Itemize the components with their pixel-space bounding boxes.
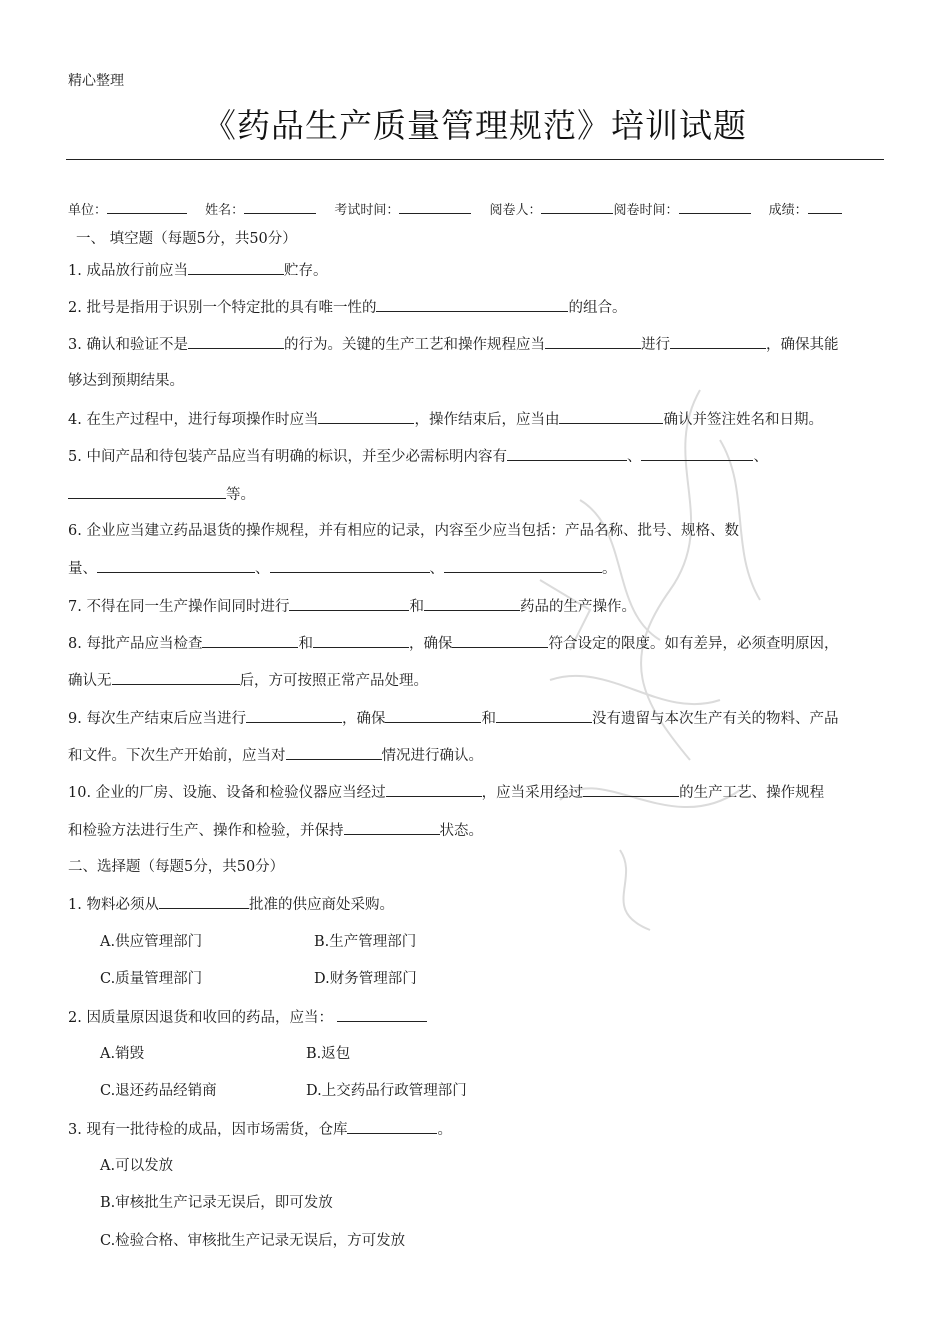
section1-heading: 一、 填空题（每题5分，共50分） <box>76 231 297 247</box>
q8-fill: 8. 每批产品应当检查 和 ，确保 符合设定的限度。如有差异，必须查明原因， <box>68 633 838 654</box>
answer-blank[interactable] <box>386 782 482 797</box>
q5-fill-cont: 等。 <box>68 484 255 505</box>
answer-blank[interactable] <box>583 782 679 797</box>
answer-blank[interactable] <box>376 297 568 312</box>
option-a[interactable]: A.供应管理部门 <box>100 934 203 950</box>
q10-fill-cont: 和检验方法进行生产、操作和检验，并保持 状态。 <box>68 820 483 841</box>
exam-time-blank[interactable] <box>399 199 471 214</box>
q7-fill: 7. 不得在同一生产操作间同时进行 和 药品的生产操作。 <box>68 596 636 617</box>
answer-blank[interactable] <box>286 745 382 760</box>
answer-blank[interactable] <box>289 596 409 611</box>
name-label: 姓名： <box>205 203 245 218</box>
mc-q2-stem: 2. 因质量原因退货和收回的药品，应当： <box>68 1007 427 1028</box>
answer-blank[interactable] <box>337 1007 427 1022</box>
q6-fill-cont: 量、 、 、 。 <box>68 558 617 579</box>
answer-blank[interactable] <box>641 446 753 461</box>
q9-fill: 9. 每次生产结束后应当进行 ，确保 和 没有遗留与本次生产有关的物料、产品 <box>68 708 838 729</box>
mc-q2-row1 <box>100 1044 351 1064</box>
mc-q1-row1 <box>100 932 417 952</box>
answer-blank[interactable] <box>97 558 255 573</box>
answer-blank[interactable] <box>444 558 602 573</box>
answer-blank[interactable] <box>347 1119 437 1134</box>
title-divider <box>66 159 884 160</box>
answer-blank[interactable] <box>318 409 414 424</box>
answer-blank[interactable] <box>270 558 430 573</box>
answer-blank[interactable] <box>545 334 641 349</box>
answer-blank[interactable] <box>159 894 249 909</box>
answer-blank[interactable] <box>313 633 409 648</box>
q3-fill-cont: 够达到预期结果。 <box>68 373 184 389</box>
answer-blank[interactable] <box>559 409 663 424</box>
q10-fill: 10. 企业的厂房、设施、设备和检验仪器应当经过 ，应当采用经过 的生产工艺、操作规程 <box>68 782 824 803</box>
answer-blank[interactable] <box>496 708 592 723</box>
grader-blank[interactable] <box>541 199 613 214</box>
page-title: 《药品生产质量管理规范》培训试题 <box>203 106 747 145</box>
mc-q1-stem: 1. 物料必须从 批准的供应商处采购。 <box>68 894 394 915</box>
answer-blank[interactable] <box>188 260 284 275</box>
answer-blank[interactable] <box>424 596 520 611</box>
score-blank[interactable] <box>808 199 842 214</box>
q1-fill: 1. 成品放行前应当 贮存。 <box>68 260 327 281</box>
name-blank[interactable] <box>244 199 316 214</box>
option-c[interactable]: C.质量管理部门 <box>100 971 203 987</box>
q3-fill: 3. 确认和验证不是 的行为。关键的生产工艺和操作规程应当 进行 ，确保其能 <box>68 334 838 355</box>
option-a[interactable]: A.销毁 <box>100 1046 145 1062</box>
grade-time-blank[interactable] <box>679 199 751 214</box>
mc-q1-row2 <box>100 969 417 989</box>
q4-fill: 4. 在生产过程中，进行每项操作时应当 ，操作结束后，应当由 确认并签注姓名和日期。 <box>68 409 823 430</box>
q2-fill: 2. 批号是指用于识别一个特定批的具有唯一性的 的组合。 <box>68 297 626 318</box>
option-d[interactable]: D.上交药品行政管理部门 <box>306 1083 467 1099</box>
mc-q2-row2 <box>100 1081 467 1101</box>
q8-fill-cont: 确认无 后，方可按照正常产品处理。 <box>68 670 428 691</box>
unit-blank[interactable] <box>107 199 187 214</box>
answer-blank[interactable] <box>670 334 766 349</box>
option-b[interactable]: B.审核批生产记录无误后，即可发放 <box>100 1195 333 1211</box>
answer-blank[interactable] <box>188 334 284 349</box>
option-b[interactable]: B.生产管理部门 <box>314 934 417 950</box>
answer-blank[interactable] <box>68 484 226 499</box>
option-a[interactable]: A.可以发放 <box>100 1158 174 1174</box>
option-b[interactable]: B.返包 <box>306 1046 351 1062</box>
q9-fill-cont: 和文件。下次生产开始前，应当对 情况进行确认。 <box>68 745 483 766</box>
option-c[interactable]: C.退还药品经销商 <box>100 1083 217 1099</box>
unit-label: 单位： <box>68 203 108 218</box>
section2-heading: 二、选择题（每题5分，共50分） <box>68 859 285 875</box>
q6-fill: 6. 企业应当建立药品退货的操作规程，并有相应的记录，内容至少应当包括：产品名称、批号、规格、数 <box>68 523 739 539</box>
exam-info-line <box>68 199 856 221</box>
answer-blank[interactable] <box>112 670 240 685</box>
option-c[interactable]: C.检验合格、审核批生产记录无误后，方可发放 <box>100 1233 406 1249</box>
answer-blank[interactable] <box>246 708 342 723</box>
answer-blank[interactable] <box>385 708 481 723</box>
q5-fill: 5. 中间产品和待包装产品应当有明确的标识，并至少必需标明内容有 、 、 <box>68 446 768 467</box>
exam-time-label: 考试时间： <box>334 203 400 218</box>
answer-blank[interactable] <box>507 446 627 461</box>
option-d[interactable]: D.财务管理部门 <box>314 971 417 987</box>
answer-blank[interactable] <box>452 633 548 648</box>
answer-blank[interactable] <box>202 633 298 648</box>
grade-time-label: 阅卷时间： <box>613 203 679 218</box>
score-label: 成绩： <box>768 203 808 218</box>
mc-q3-stem: 3. 现有一批待检的成品，因市场需货，仓库 。 <box>68 1119 452 1140</box>
grader-label: 阅卷人： <box>489 203 542 218</box>
answer-blank[interactable] <box>344 820 440 835</box>
header-note: 精心整理 <box>68 73 124 89</box>
